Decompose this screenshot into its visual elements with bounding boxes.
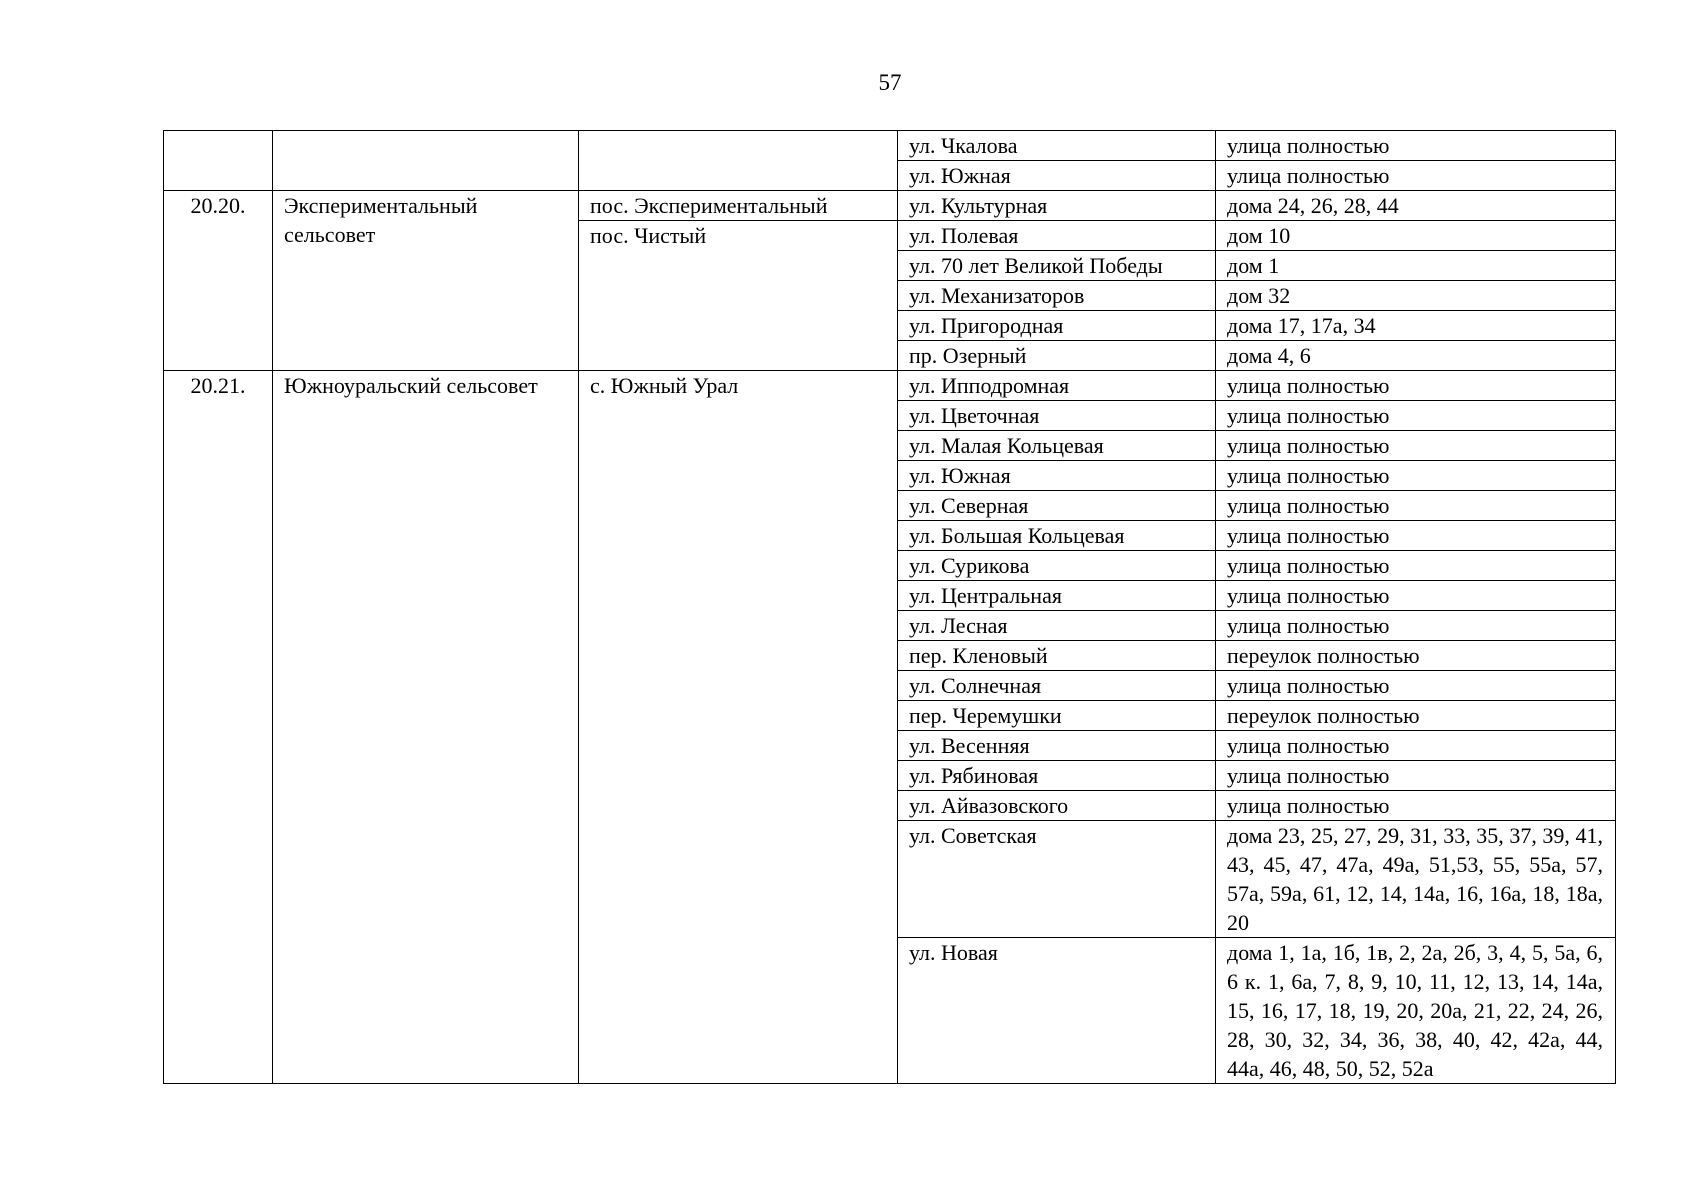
street-cell: ул. Северная (898, 491, 1216, 521)
street-cell: ул. Малая Кольцевая (898, 431, 1216, 461)
houses-cell: улица полностью (1216, 161, 1616, 191)
street-cell: ул. Солнечная (898, 671, 1216, 701)
street-cell: пер. Черемушки (898, 701, 1216, 731)
street-cell: ул. Культурная (898, 191, 1216, 221)
houses-cell: дом 32 (1216, 281, 1616, 311)
street-cell: ул. Механизаторов (898, 281, 1216, 311)
houses-cell: дома 17, 17а, 34 (1216, 311, 1616, 341)
houses-cell: улица полностью (1216, 431, 1616, 461)
houses-cell: улица полностью (1216, 581, 1616, 611)
houses-cell: улица полностью (1216, 791, 1616, 821)
street-cell: пр. Озерный (898, 341, 1216, 371)
street-cell: ул. Новая (898, 938, 1216, 1084)
street-cell: ул. Цветочная (898, 401, 1216, 431)
street-cell: ул. Центральная (898, 581, 1216, 611)
houses-cell: дом 10 (1216, 221, 1616, 251)
street-cell: ул. Айвазовского (898, 791, 1216, 821)
houses-cell: переулок полностью (1216, 641, 1616, 671)
entry-number-cell: 20.21. (164, 371, 273, 1084)
settlement-cell: пос. Экспериментальный (579, 191, 898, 221)
street-cell: ул. Большая Кольцевая (898, 521, 1216, 551)
street-cell: пер. Кленовый (898, 641, 1216, 671)
street-cell: ул. Пригородная (898, 311, 1216, 341)
page-number: 57 (878, 70, 902, 95)
settlement-cell: пос. Чистый (579, 221, 898, 371)
houses-cell: улица полностью (1216, 671, 1616, 701)
houses-cell: улица полностью (1216, 551, 1616, 581)
street-cell: ул. Полевая (898, 221, 1216, 251)
street-cell: ул. 70 лет Великой Победы (898, 251, 1216, 281)
houses-cell: дома 23, 25, 27, 29, 31, 33, 35, 37, 39, 41, 43, 45, 47, 47а, 49а, 51,53, 55, 55а, 57, 57а, 59а, 61, 12, 14, 14а, 16, 16а, 18, 18а, 20 (1216, 821, 1616, 938)
street-cell: ул. Советская (898, 821, 1216, 938)
street-cell: ул. Южная (898, 161, 1216, 191)
houses-cell: дом 1 (1216, 251, 1616, 281)
council-cell (273, 131, 579, 191)
table-row (164, 191, 1616, 221)
houses-cell: улица полностью (1216, 401, 1616, 431)
houses-cell: улица полностью (1216, 371, 1616, 401)
street-cell: ул. Чкалова (898, 131, 1216, 161)
houses-cell: улица полностью (1216, 761, 1616, 791)
table-row (164, 131, 1616, 161)
street-cell: ул. Южная (898, 461, 1216, 491)
settlement-cell (579, 131, 898, 191)
entry-number-cell (164, 131, 273, 191)
street-cell: ул. Весенняя (898, 731, 1216, 761)
address-table (163, 130, 1616, 1084)
street-cell: ул. Рябиновая (898, 761, 1216, 791)
entry-number-cell: 20.20. (164, 191, 273, 371)
council-cell: Южноуральский сельсовет (273, 371, 579, 1084)
houses-cell: улица полностью (1216, 521, 1616, 551)
houses-cell: улица полностью (1216, 131, 1616, 161)
houses-cell: улица полностью (1216, 611, 1616, 641)
houses-cell: переулок полностью (1216, 701, 1616, 731)
council-cell: Экспериментальный сельсовет (273, 191, 579, 371)
houses-cell: дома 4, 6 (1216, 341, 1616, 371)
houses-cell: улица полностью (1216, 491, 1616, 521)
street-cell: ул. Ипподромная (898, 371, 1216, 401)
houses-cell: улица полностью (1216, 731, 1616, 761)
settlement-cell: с. Южный Урал (579, 371, 898, 1084)
table-row (164, 371, 1616, 401)
street-cell: ул. Лесная (898, 611, 1216, 641)
houses-cell: дома 24, 26, 28, 44 (1216, 191, 1616, 221)
houses-cell: дома 1, 1а, 1б, 1в, 2, 2а, 2б, 3, 4, 5, 5а, 6, 6 к. 1, 6а, 7, 8, 9, 10, 11, 12, 13, 14, 14а, 15, 16, 17, 18, 19, 20, 20а, 21, 22, 24, 26, 28, 30, 32, 34, 36, 38, 40, 42, 42а, 44, 44а, 46, 48, 50, 52, 52а (1216, 938, 1616, 1084)
street-cell: ул. Сурикова (898, 551, 1216, 581)
houses-cell: улица полностью (1216, 461, 1616, 491)
